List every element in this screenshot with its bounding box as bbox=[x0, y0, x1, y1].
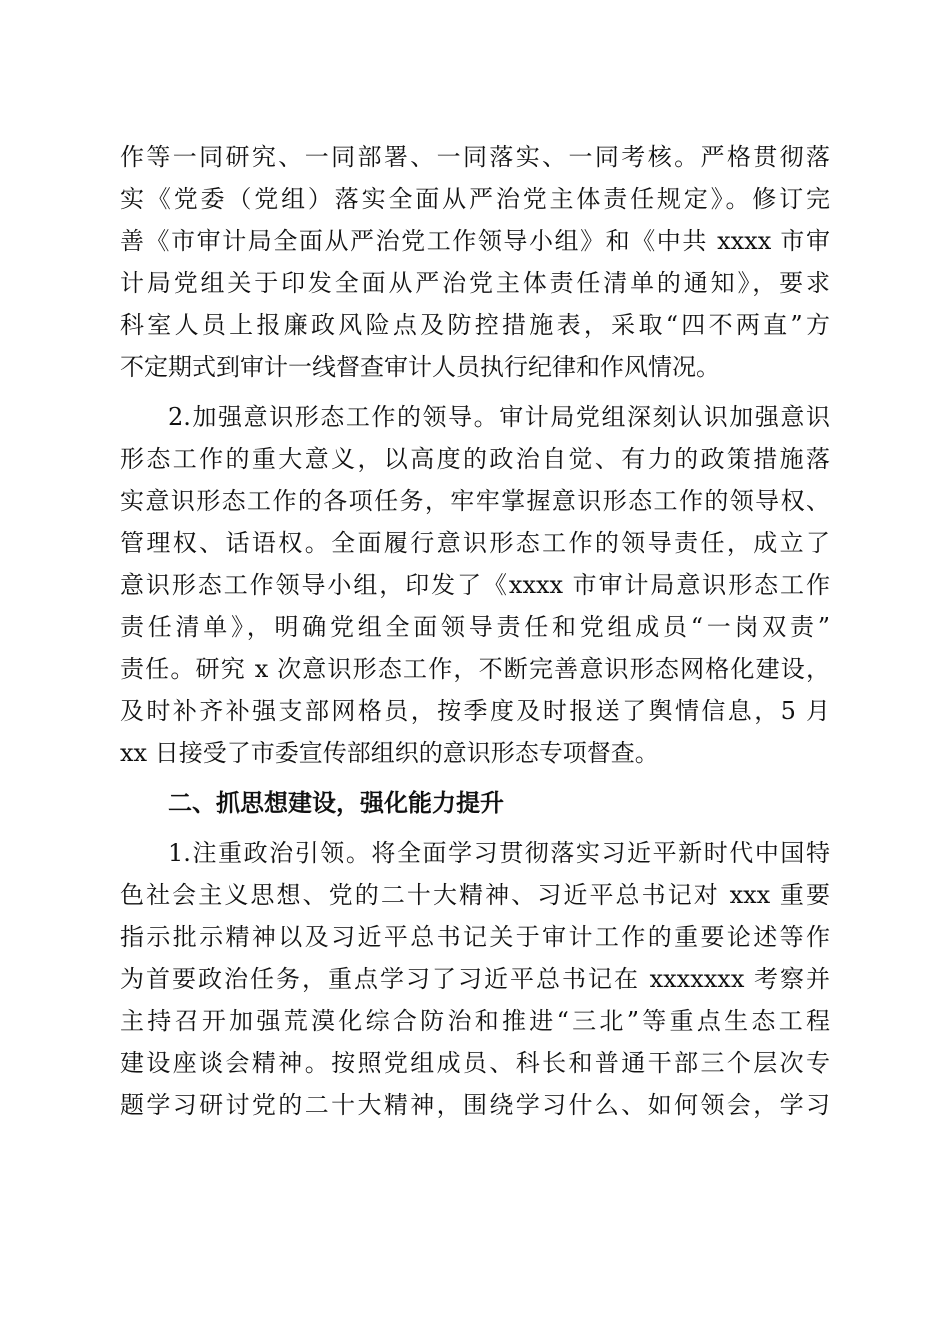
text-line: 主持召开加强荒漠化综合防治和推进“三北”等重点生态工程 bbox=[120, 1007, 830, 1035]
text-line: 计局党组关于印发全面从严治党主体责任清单的通知》，要求 bbox=[120, 269, 830, 297]
text-line: xx 日接受了市委宣传部组织的意识形态专项督查。 bbox=[120, 739, 659, 767]
text-line: 善《市审计局全面从严治党工作领导小组》和《中共 xxxx 市审 bbox=[120, 227, 830, 255]
text-line: 指示批示精神以及习近平总书记关于审计工作的重要论述等作 bbox=[120, 923, 830, 951]
text-line: 科室人员上报廉政风险点及防控措施表，采取“四不两直”方 bbox=[120, 311, 830, 339]
text-line: 作等一同研究、一同部署、一同落实、一同考核。严格贯彻落 bbox=[120, 143, 830, 171]
document-body bbox=[120, 136, 830, 1126]
text-line: 题学习研讨党的二十大精神，围绕学习什么、如何领会，学习 bbox=[120, 1091, 830, 1119]
section-heading: 二、抓思想建设，强化能力提升 bbox=[168, 789, 504, 817]
text-line: 实意识形态工作的各项任务，牢牢掌握意识形态工作的领导权、 bbox=[120, 487, 830, 515]
text-line: 建设座谈会精神。按照党组成员、科长和普通干部三个层次专 bbox=[120, 1049, 830, 1077]
paragraph-2-line: 2.加强意识形态工作的领导。审计局党组深刻认识加强意识 bbox=[168, 403, 830, 431]
text-line: 形态工作的重大意义，以高度的政治自觉、有力的政策措施落 bbox=[120, 445, 830, 473]
text-line: 意识形态工作领导小组，印发了《xxxx 市审计局意识形态工作 bbox=[120, 571, 830, 599]
text-line: 责任。研究 x 次意识形态工作，不断完善意识形态网格化建设， bbox=[120, 655, 830, 683]
text-line: 色社会主义思想、党的二十大精神、习近平总书记对 xxx 重要 bbox=[120, 881, 830, 909]
text-line: 管理权、话语权。全面履行意识形态工作的领导责任，成立了 bbox=[120, 529, 830, 557]
text-line: 实《党委（党组）落实全面从严治党主体责任规定》。修订完 bbox=[120, 185, 830, 213]
paragraph-3-line: 1.注重政治引领。将全面学习贯彻落实习近平新时代中国特 bbox=[168, 839, 830, 867]
text-line: 为首要政治任务，重点学习了习近平总书记在 xxxxxxx 考察并 bbox=[120, 965, 830, 993]
text-line: 责任清单》，明确党组全面领导责任和党组成员“一岗双责” bbox=[120, 613, 830, 641]
text-line: 及时补齐补强支部网格员，按季度及时报送了舆情信息，5 月 bbox=[120, 697, 830, 725]
text-line: 不定期式到审计一线督查审计人员执行纪律和作风情况。 bbox=[120, 353, 720, 381]
